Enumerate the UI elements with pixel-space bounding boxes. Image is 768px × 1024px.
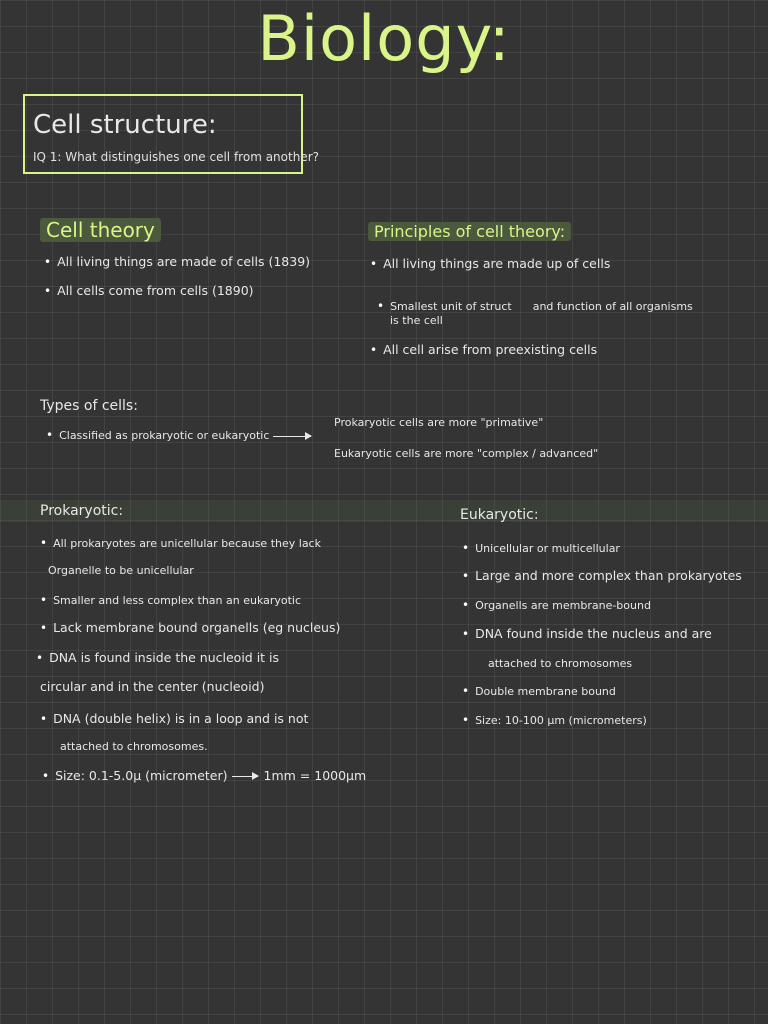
bullet-icon: • <box>370 343 378 357</box>
list-item-continuation: Organelle to be unicellular <box>48 564 194 577</box>
list-item: • All prokaryotes are unicellular because they lack <box>40 536 321 550</box>
bullet-icon: • <box>462 541 470 555</box>
principles-bullet: • All living things are made up of cells <box>370 256 611 271</box>
list-item: • DNA (double helix) is in a loop and is not <box>40 711 309 726</box>
eukaryotic-note: Eukaryotic cells are more "complex / advanced" <box>334 447 599 460</box>
inquiry-question: IQ 1: What distinguishes one cell from another? <box>33 150 319 164</box>
list-item: • Lack membrane bound organells (eg nucleus) <box>40 620 341 635</box>
eukaryotic-heading: Eukaryotic: <box>460 507 539 523</box>
principles-label: Principles of cell theory: <box>368 222 571 241</box>
list-item-continuation: attached to chromosomes <box>488 657 633 670</box>
cell-theory-bullet: • All cells come from cells (1890) <box>44 283 254 298</box>
types-bullet: • Classified as prokaryotic or eukaryotic <box>46 428 311 442</box>
cell-theory-bullet: • All living things are made of cells (1839) <box>44 254 311 269</box>
list-item: • Double membrane bound <box>462 684 616 698</box>
bullet-icon: • <box>462 627 470 641</box>
principles-bullet: • Smallest unit of struct and function of all organisms <box>377 299 693 313</box>
list-item: • Large and more complex than prokaryotes <box>462 568 742 583</box>
principles-bullet: • All cell arise from preexisting cells <box>370 342 598 357</box>
list-item-continuation: circular and in the center (nucleoid) <box>40 679 265 694</box>
bullet-icon: • <box>42 769 50 783</box>
bullet-icon: • <box>462 713 470 727</box>
prokaryotic-heading: Prokaryotic: <box>40 503 124 519</box>
list-item: • Unicellular or multicellular <box>462 541 620 555</box>
bullet-icon: • <box>462 569 470 583</box>
list-item-continuation: attached to chromosomes. <box>60 740 208 753</box>
list-item: • DNA found inside the nucleus and are <box>462 626 712 641</box>
cell-theory-label: Cell theory <box>40 218 161 242</box>
principles-heading <box>368 222 571 241</box>
arrow-right-icon <box>273 436 311 437</box>
bullet-icon: • <box>370 257 378 271</box>
list-item: • Organells are membrane-bound <box>462 598 651 612</box>
bullet-icon: • <box>40 536 48 550</box>
bullet-icon: • <box>40 593 48 607</box>
list-item: • Smaller and less complex than an eukaryotic <box>40 593 302 607</box>
principles-continuation: is the cell <box>390 314 443 327</box>
section-heading: Cell structure: <box>33 110 217 140</box>
bullet-icon: • <box>46 428 54 442</box>
bullet-icon: • <box>40 712 48 726</box>
types-heading: Types of cells: <box>40 398 138 414</box>
bullet-icon: • <box>462 684 470 698</box>
bullet-icon: • <box>377 299 385 313</box>
page-title: Biology: <box>257 2 511 75</box>
prokaryotic-note: Prokaryotic cells are more "primative" <box>334 416 544 429</box>
bullet-icon: • <box>36 651 44 665</box>
bullet-icon: • <box>462 598 470 612</box>
bullet-icon: • <box>44 255 52 269</box>
list-item: • DNA is found inside the nucleoid it is <box>36 650 280 665</box>
list-item: • Size: 0.1-5.0μ (micrometer) 1mm = 1000μm <box>42 768 367 783</box>
list-item: • Size: 10-100 μm (micrometers) <box>462 713 647 727</box>
arrow-right-icon <box>232 776 258 777</box>
cell-theory-heading <box>40 218 161 242</box>
bullet-icon: • <box>44 284 52 298</box>
bullet-icon: • <box>40 621 48 635</box>
